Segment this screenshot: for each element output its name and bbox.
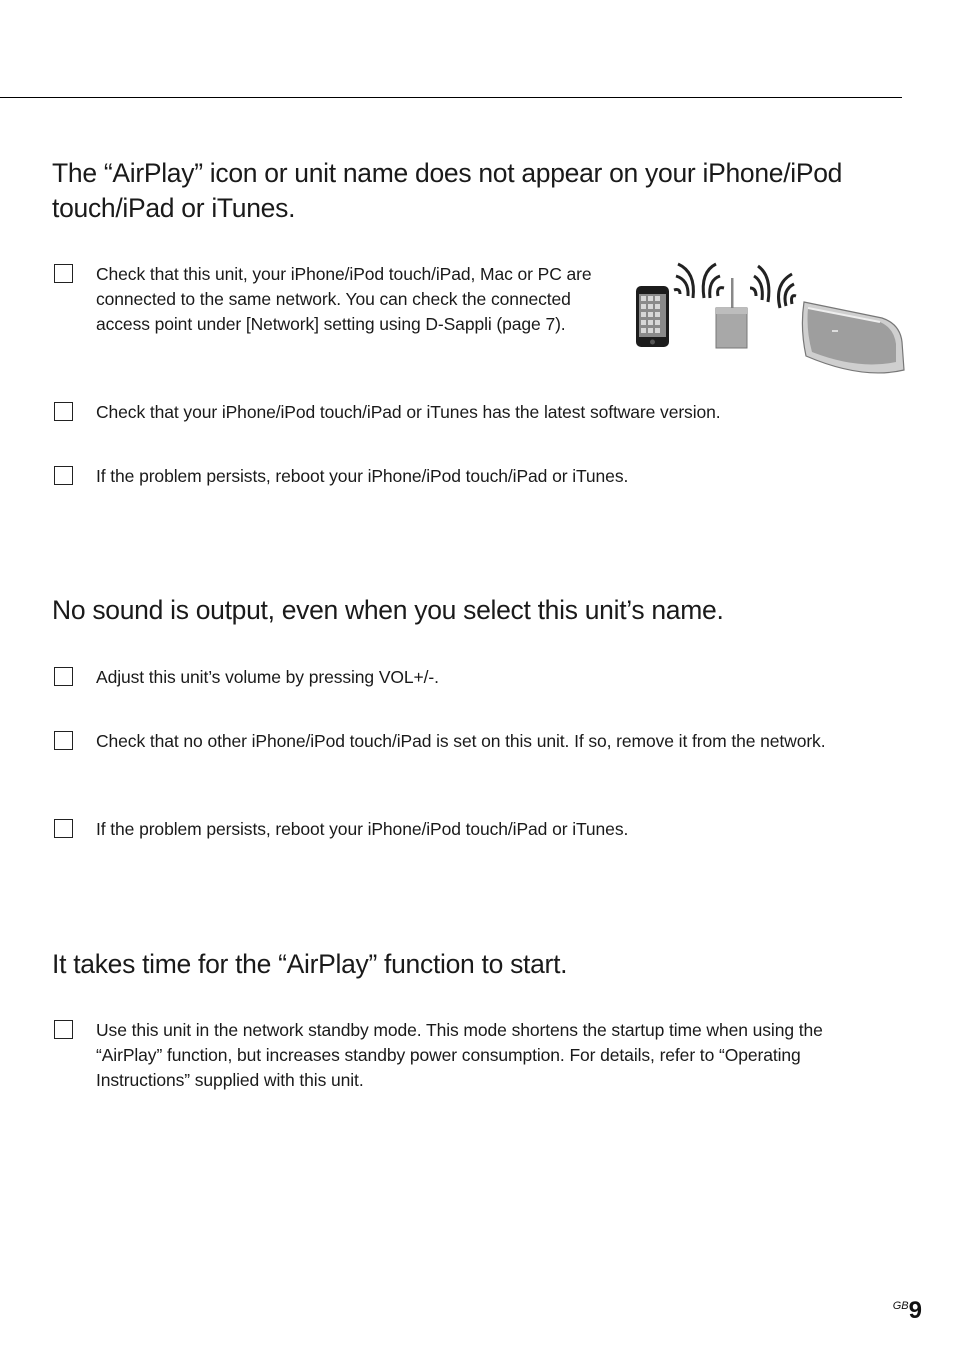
- item-text: If the problem persists, reboot your iPhone/iPod touch/iPad or iTunes.: [96, 819, 629, 839]
- item-text: Check that no other iPhone/iPod touch/iPad is set on this unit. If so, remove it from the network.: [96, 731, 826, 751]
- item-text: If the problem persists, reboot your iPhone/iPod touch/iPad or iTunes.: [96, 466, 629, 486]
- item-text: Check that this unit, your iPhone/iPod touch/iPad, Mac or PC are connected to the same network. You can check the connected access point under [Network] setting using D-Sappli (page 7).: [96, 264, 592, 334]
- section-1-heading: The “AirPlay” icon or unit name does not appear on your iPhone/iPod touch/iPad or iTunes.: [52, 158, 843, 223]
- checkbox-icon: [54, 1020, 73, 1039]
- section-3-heading: It takes time for the “AirPlay” function to start.: [52, 949, 568, 979]
- checkbox-icon: [54, 402, 73, 421]
- item-text: Use this unit in the network standby mode. This mode shortens the startup time when using the “AirPlay” function, but increases standby power consumption. For details, refer to “Operating Instructions” supplied with this unit.: [96, 1020, 823, 1090]
- speaker-dock-icon: [802, 302, 904, 373]
- page-number-value: 9: [908, 1297, 922, 1324]
- page-number: [893, 1297, 922, 1325]
- wifi-waves-icon: [674, 264, 796, 308]
- top-rule: [0, 97, 902, 98]
- checkbox-icon: [54, 667, 73, 686]
- network-illustration: [632, 258, 908, 380]
- item-text: Adjust this unit’s volume by pressing VOL+/-.: [96, 667, 439, 687]
- item-text: Check that your iPhone/iPod touch/iPad or iTunes has the latest software version.: [96, 402, 721, 422]
- checkbox-icon: [54, 466, 73, 485]
- checkbox-icon: [54, 731, 73, 750]
- region-code: GB: [892, 1300, 909, 1312]
- checkbox-icon: [54, 819, 73, 838]
- section-2-heading: No sound is output, even when you select this unit’s name.: [52, 595, 724, 625]
- iphone-icon: [636, 286, 669, 347]
- checkbox-icon: [54, 264, 73, 283]
